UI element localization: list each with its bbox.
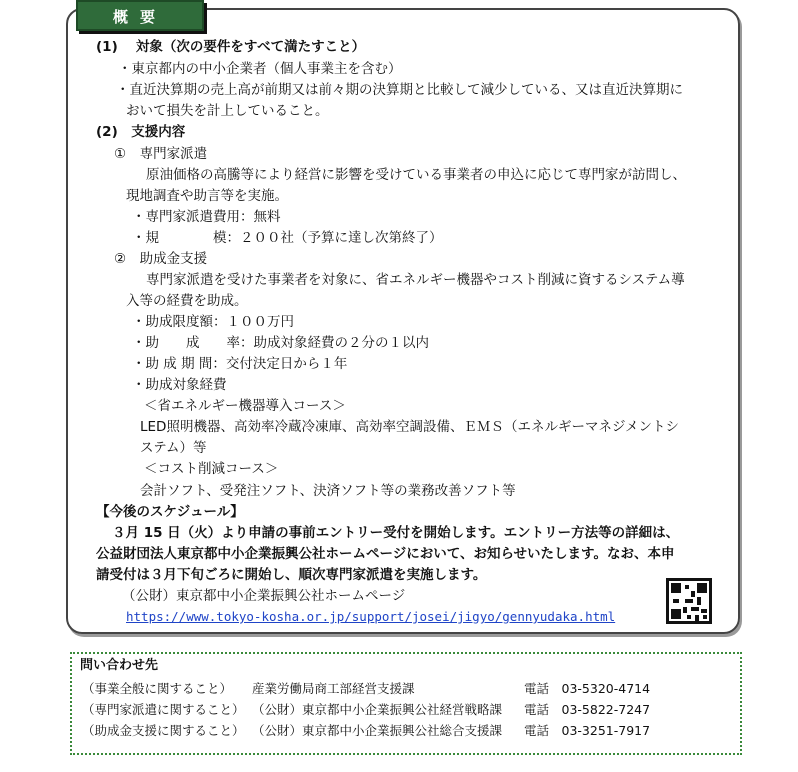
contact-tel-subsidy: 電話 03-3251-7917 (524, 723, 651, 738)
target-bullet-1: ・東京都内の中小企業者（個人事業主を含む） (118, 61, 402, 77)
cost-course-title: ＜コスト削減コース＞ (144, 461, 279, 477)
energy-course-items-line-1: LED照明機器、高効率冷蔵冷凍庫、高効率空調設備、ＥＭＳ（エネルギーマネジメントシ (140, 419, 680, 435)
target-bullet-2-line-2: おいて損失を計上していること。 (126, 103, 329, 119)
overview-tab-label: 概要 (76, 0, 204, 31)
expert-dispatch-desc-line-2: 現地調査や助言等を実施。 (126, 188, 288, 204)
contact-subject-general: （事業全般に関すること） (82, 681, 233, 696)
support-heading: (2) 支援内容 (96, 124, 186, 140)
subsidy-expenses: ・助成対象経費 (132, 377, 227, 393)
expert-dispatch-fee: ・専門家派遣費用：無料 (132, 209, 281, 225)
subsidy-title: ② 助成金支援 (114, 251, 208, 267)
expert-dispatch-scale: ・規 模：２００社（予算に達し次第終了） (132, 230, 443, 246)
energy-course-items-line-2: ステム）等 (140, 440, 207, 456)
subsidy-limit: ・助成限度額：１００万円 (132, 314, 294, 330)
contact-title: 問い合わせ先 (80, 658, 159, 673)
expert-dispatch-title: ① 専門家派遣 (114, 146, 208, 162)
subsidy-period: ・助 成 期 間：交付決定日から１年 (132, 356, 348, 372)
expert-dispatch-desc-line-1: 原油価格の高騰等により経営に影響を受けている事業者の申込に応じて専門家が訪問し、 (146, 167, 686, 183)
subsidy-rate: ・助 成 率：助成対象経費の２分の１以内 (132, 335, 429, 351)
schedule-line-1: ３月 15 日（火）より申請の事前エントリー受付を開始します。エントリー方法等の詳細は、 (112, 525, 680, 541)
kosha-site-name: （公財）東京都中小企業振興公社ホームページ (122, 588, 406, 604)
qr-code-icon (666, 578, 712, 624)
subsidy-desc-line-2: 入等の経費を助成。 (126, 293, 248, 309)
contact-tel-general: 電話 03-5320-4714 (524, 681, 651, 696)
contact-subject-expert: （専門家派遣に関すること） (82, 702, 245, 717)
schedule-line-2: 公益財団法人東京都中小企業振興公社ホームページにおいて、お知らせいたします。なお、本申 (96, 546, 675, 562)
cost-course-items: 会計ソフト、受発注ソフト、決済ソフト等の業務改善ソフト等 (140, 483, 516, 499)
contact-org-expert: （公財）東京都中小企業振興公社経営戦略課 (252, 702, 503, 717)
kosha-site-link[interactable]: https://www.tokyo-kosha.or.jp/support/josei/jigyo/gennyudaka.html (126, 609, 616, 624)
subsidy-desc-line-1: 専門家派遣を受けた事業者を対象に、省エネルギー機器やコスト削減に資するシステム導 (146, 272, 685, 288)
contact-tel-expert: 電話 03-5822-7247 (524, 702, 651, 717)
target-bullet-2-line-1: ・直近決算期の売上高が前期又は前々期の決算期と比較して減少している、又は直近決算期に (116, 82, 683, 98)
schedule-line-3: 請受付は３月下旬ごろに開始し、順次専門家派遣を実施します。 (96, 567, 487, 583)
target-heading: (1) 対象（次の要件をすべて満たすこと） (96, 39, 366, 55)
contact-subject-subsidy: （助成金支援に関すること） (82, 723, 245, 738)
contact-org-subsidy: （公財）東京都中小企業振興公社総合支援課 (252, 723, 503, 738)
energy-course-title: ＜省エネルギー機器導入コース＞ (144, 398, 346, 414)
schedule-heading: 【今後のスケジュール】 (96, 504, 244, 520)
contact-org-general: 産業労働局商工部経営支援課 (252, 681, 415, 696)
